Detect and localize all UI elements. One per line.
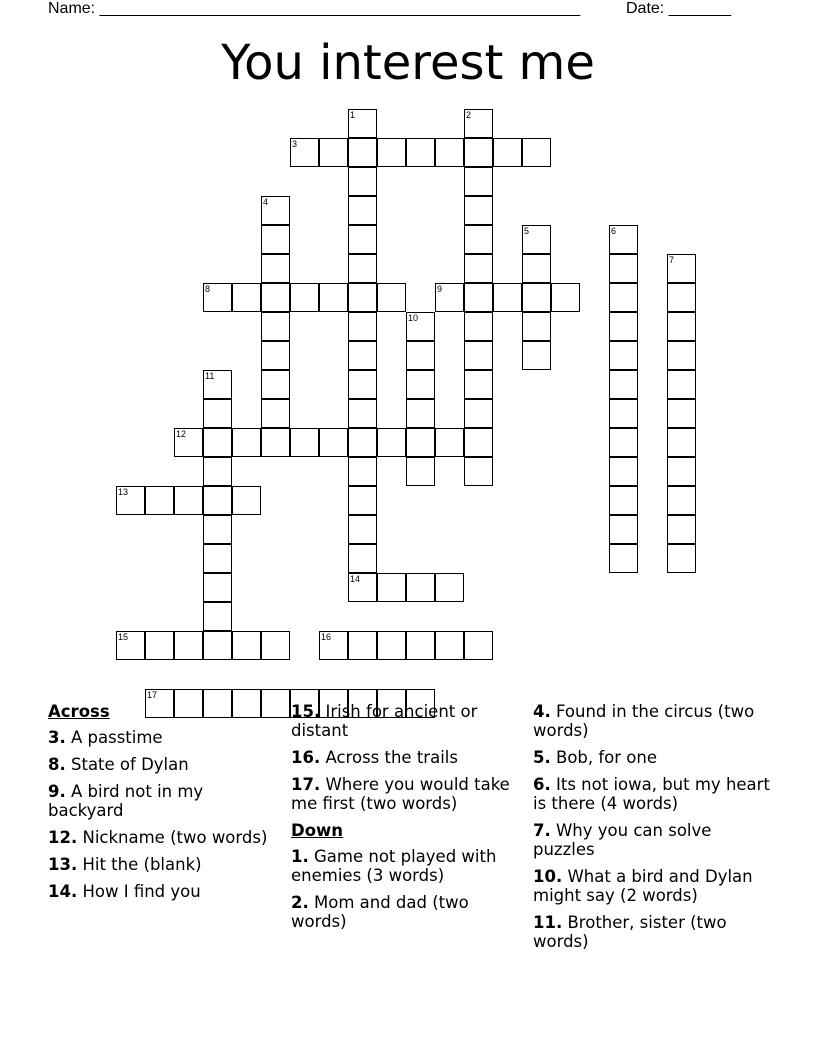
clue-number: 15	[118, 632, 129, 642]
across-clue	[48, 728, 280, 747]
grid-cell[interactable]	[261, 196, 290, 225]
grid-cell[interactable]	[174, 631, 203, 660]
grid-cell[interactable]	[609, 457, 638, 486]
grid-cell[interactable]	[609, 283, 638, 312]
clue-text: Game not played with enemies (3 words)	[291, 847, 497, 885]
grid-cell[interactable]	[203, 544, 232, 573]
grid-cell[interactable]	[290, 138, 319, 167]
grid-cell[interactable]	[145, 631, 174, 660]
clue-number-label: 9.	[48, 782, 66, 801]
grid-cell[interactable]	[667, 399, 696, 428]
grid-cell[interactable]	[464, 631, 493, 660]
grid-cell[interactable]	[464, 457, 493, 486]
grid-cell[interactable]	[261, 225, 290, 254]
grid-cell[interactable]	[609, 399, 638, 428]
grid-cell[interactable]	[464, 283, 493, 312]
down-clue	[291, 847, 526, 885]
grid-cell[interactable]	[464, 225, 493, 254]
grid-cell[interactable]	[522, 254, 551, 283]
clue-number: 8	[205, 284, 211, 294]
grid-cell[interactable]	[377, 283, 406, 312]
clue-number: 14	[350, 574, 361, 584]
grid-cell[interactable]	[145, 486, 174, 515]
down-heading: Down	[291, 821, 344, 840]
grid-cell[interactable]	[522, 312, 551, 341]
grid-cell[interactable]	[464, 428, 493, 457]
across-clue	[48, 828, 280, 847]
across-clue	[291, 748, 526, 767]
grid-cell[interactable]	[174, 428, 203, 457]
clue-text: Brother, sister (two words)	[533, 913, 727, 951]
clue-number: 7	[669, 255, 675, 265]
grid-cell[interactable]	[464, 109, 493, 138]
grid-cell[interactable]	[406, 631, 435, 660]
clue-number-label: 6.	[533, 775, 551, 794]
clue-text: Bob, for one	[550, 748, 658, 767]
grid-cell[interactable]	[435, 573, 464, 602]
grid-cell[interactable]	[406, 457, 435, 486]
grid-cell[interactable]	[406, 138, 435, 167]
grid-cell[interactable]	[319, 138, 348, 167]
grid-cell[interactable]	[667, 312, 696, 341]
clues-column-2	[291, 702, 526, 939]
grid-cell[interactable]	[348, 109, 377, 138]
name-field[interactable]: Name: ______________________________________________________	[48, 0, 581, 17]
clue-number-label: 1.	[291, 847, 309, 866]
clue-number-label: 17.	[291, 775, 321, 794]
grid-cell[interactable]	[174, 486, 203, 515]
grid-cell[interactable]	[203, 515, 232, 544]
grid-cell[interactable]	[348, 370, 377, 399]
grid-cell[interactable]	[609, 254, 638, 283]
across-clue-list	[48, 728, 280, 901]
clue-number: 6	[611, 226, 617, 236]
clue-number: 1	[350, 110, 356, 120]
grid-cell[interactable]	[406, 341, 435, 370]
down-clue-list	[291, 847, 526, 931]
grid-cell[interactable]	[232, 631, 261, 660]
grid-cell[interactable]	[203, 370, 232, 399]
clue-number: 3	[292, 139, 298, 149]
grid-cell[interactable]	[667, 254, 696, 283]
grid-cell[interactable]	[435, 283, 464, 312]
down-clue	[533, 913, 773, 951]
grid-cell[interactable]	[609, 428, 638, 457]
clue-number-label: 4.	[533, 702, 551, 721]
clue-number-label: 15.	[291, 702, 321, 721]
clue-text: Mom and dad (two words)	[291, 893, 469, 931]
clue-number: 17	[147, 690, 158, 700]
down-clue	[533, 748, 773, 767]
grid-cell[interactable]	[348, 312, 377, 341]
grid-cell[interactable]	[261, 341, 290, 370]
clues-column-1	[48, 702, 280, 909]
grid-cell[interactable]	[609, 515, 638, 544]
clue-number-label: 13.	[48, 855, 78, 874]
grid-cell[interactable]	[348, 428, 377, 457]
grid-cell[interactable]	[609, 225, 638, 254]
clue-number: 4	[263, 197, 269, 207]
clue-number-label: 14.	[48, 882, 78, 901]
clue-number-label: 11.	[533, 913, 563, 932]
grid-cell[interactable]	[435, 631, 464, 660]
grid-cell[interactable]	[116, 631, 145, 660]
clue-text: State of Dylan	[65, 755, 189, 774]
clue-text: How I find you	[77, 882, 201, 901]
grid-cell[interactable]	[261, 370, 290, 399]
grid-cell[interactable]	[406, 312, 435, 341]
clue-number: 11	[205, 371, 215, 381]
clue-number-label: 2.	[291, 893, 309, 912]
down-clue	[533, 867, 773, 905]
grid-cell[interactable]	[261, 631, 290, 660]
down-clue-list-continued	[533, 702, 773, 951]
grid-cell[interactable]	[348, 254, 377, 283]
grid-cell[interactable]	[348, 515, 377, 544]
grid-cell[interactable]	[203, 602, 232, 631]
grid-cell[interactable]	[435, 428, 464, 457]
grid-cell[interactable]	[261, 428, 290, 457]
grid-cell[interactable]	[377, 428, 406, 457]
grid-cell[interactable]	[667, 457, 696, 486]
across-clue	[291, 702, 526, 740]
grid-cell[interactable]	[348, 457, 377, 486]
clue-number-label: 5.	[533, 748, 551, 767]
grid-cell[interactable]	[348, 544, 377, 573]
grid-cell[interactable]	[406, 370, 435, 399]
grid-cell[interactable]	[464, 196, 493, 225]
grid-cell[interactable]	[493, 283, 522, 312]
down-clue	[533, 775, 773, 813]
grid-cell[interactable]	[464, 341, 493, 370]
clues-column-3	[533, 702, 773, 959]
clue-text: Irish for ancient or distant	[291, 702, 478, 740]
grid-cell[interactable]	[551, 283, 580, 312]
grid-cell[interactable]	[406, 428, 435, 457]
clue-text: Where you would take me first (two words)	[291, 775, 510, 813]
clue-number: 2	[466, 110, 472, 120]
grid-cell[interactable]	[348, 573, 377, 602]
grid-cell[interactable]	[203, 457, 232, 486]
grid-cell[interactable]	[377, 138, 406, 167]
grid-cell[interactable]	[609, 370, 638, 399]
grid-cell[interactable]	[609, 544, 638, 573]
grid-cell[interactable]	[203, 486, 232, 515]
clue-number-label: 3.	[48, 728, 66, 747]
clue-text: A bird not in my backyard	[48, 782, 204, 820]
down-clue	[291, 893, 526, 931]
grid-cell[interactable]	[609, 341, 638, 370]
grid-cell[interactable]	[261, 312, 290, 341]
grid-cell[interactable]	[406, 573, 435, 602]
puzzle-title: You interest me	[221, 35, 595, 91]
grid-cell[interactable]	[406, 399, 435, 428]
clue-number: 10	[408, 313, 419, 323]
clue-number: 13	[118, 487, 129, 497]
grid-cell[interactable]	[464, 370, 493, 399]
grid-cell[interactable]	[667, 341, 696, 370]
grid-cell[interactable]	[348, 138, 377, 167]
grid-cell[interactable]	[667, 428, 696, 457]
grid-cell[interactable]	[609, 486, 638, 515]
grid-cell[interactable]	[203, 631, 232, 660]
grid-cell[interactable]	[261, 283, 290, 312]
across-clue	[48, 882, 280, 901]
down-clue	[533, 821, 773, 859]
grid-cell[interactable]	[464, 312, 493, 341]
across-clue	[291, 775, 526, 813]
grid-cell[interactable]	[116, 486, 145, 515]
grid-cell[interactable]	[261, 254, 290, 283]
grid-cell[interactable]	[435, 138, 464, 167]
grid-cell[interactable]	[203, 573, 232, 602]
clue-text: Found in the circus (two words)	[533, 702, 755, 740]
clue-text: Hit the (blank)	[77, 855, 202, 874]
grid-cell[interactable]	[667, 486, 696, 515]
clue-number: 5	[524, 226, 530, 236]
grid-cell[interactable]	[319, 631, 348, 660]
grid-cell[interactable]	[348, 399, 377, 428]
grid-cell[interactable]	[290, 428, 319, 457]
grid-cell[interactable]	[203, 428, 232, 457]
grid-cell[interactable]	[377, 631, 406, 660]
grid-cell[interactable]	[261, 399, 290, 428]
date-field[interactable]: Date: _______	[626, 0, 731, 17]
grid-cell[interactable]	[609, 312, 638, 341]
grid-cell[interactable]	[667, 515, 696, 544]
clue-number: 9	[437, 284, 443, 294]
grid-cell[interactable]	[348, 196, 377, 225]
grid-cell[interactable]	[667, 370, 696, 399]
grid-cell[interactable]	[348, 283, 377, 312]
clue-number: 12	[176, 429, 187, 439]
grid-cell[interactable]	[667, 544, 696, 573]
grid-cell[interactable]	[319, 428, 348, 457]
clue-number-label: 7.	[533, 821, 551, 840]
grid-cell[interactable]	[348, 631, 377, 660]
clue-text: Its not iowa, but my heart is there (4 words)	[533, 775, 770, 813]
grid-cell[interactable]	[203, 283, 232, 312]
grid-cell[interactable]	[522, 341, 551, 370]
clue-text: Nickname (two words)	[77, 828, 268, 847]
clue-text: A passtime	[65, 728, 163, 747]
grid-cell[interactable]	[348, 486, 377, 515]
grid-cell[interactable]	[522, 138, 551, 167]
clue-number-label: 16.	[291, 748, 321, 767]
grid-cell[interactable]	[377, 573, 406, 602]
grid-cell[interactable]	[464, 138, 493, 167]
clue-text: Across the trails	[320, 748, 458, 767]
down-clue	[533, 702, 773, 740]
clue-number-label: 8.	[48, 755, 66, 774]
grid-cell[interactable]	[203, 399, 232, 428]
grid-cell[interactable]	[464, 167, 493, 196]
grid-cell[interactable]	[464, 254, 493, 283]
across-clue	[48, 855, 280, 874]
grid-cell[interactable]	[348, 341, 377, 370]
grid-cell[interactable]	[493, 138, 522, 167]
grid-cell[interactable]	[522, 225, 551, 254]
clue-text: Why you can solve puzzles	[533, 821, 712, 859]
clue-number: 16	[321, 632, 332, 642]
grid-cell[interactable]	[522, 283, 551, 312]
clue-text: What a bird and Dylan might say (2 words)	[533, 867, 753, 905]
grid-cell[interactable]	[232, 486, 261, 515]
across-clue-list-continued	[291, 702, 526, 813]
grid-cell[interactable]	[667, 283, 696, 312]
grid-cell[interactable]	[319, 283, 348, 312]
grid-cell[interactable]	[348, 167, 377, 196]
grid-cell[interactable]	[464, 399, 493, 428]
across-heading: Across	[48, 702, 110, 721]
grid-cell[interactable]	[232, 428, 261, 457]
grid-cell[interactable]	[232, 283, 261, 312]
across-clue	[48, 755, 280, 774]
clue-number-label: 10.	[533, 867, 563, 886]
grid-cell[interactable]	[348, 225, 377, 254]
clue-number-label: 12.	[48, 828, 78, 847]
across-clue	[48, 782, 280, 820]
grid-cell[interactable]	[290, 283, 319, 312]
